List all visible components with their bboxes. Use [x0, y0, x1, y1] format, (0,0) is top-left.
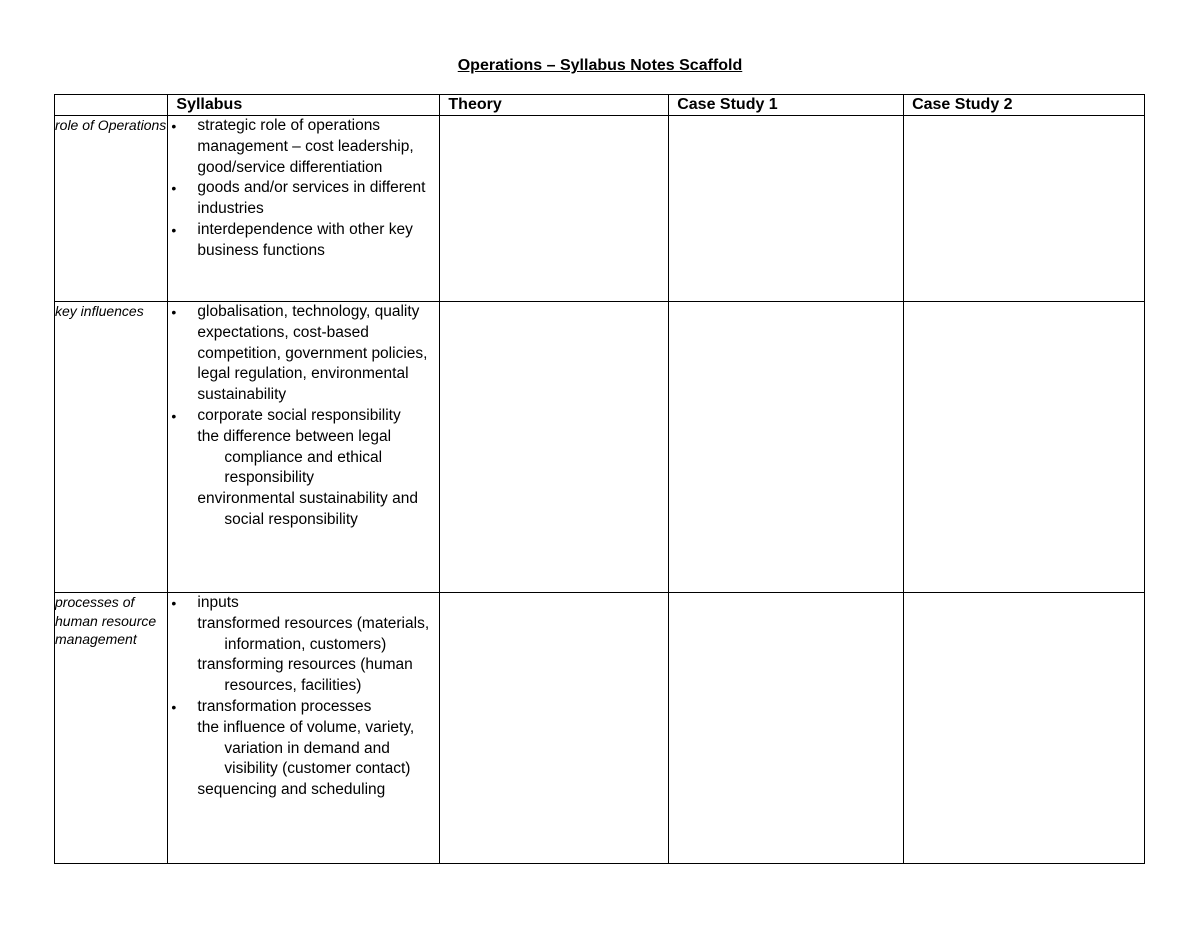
bullet-text: transformation processes [197, 697, 372, 715]
bullet-icon: • [171, 180, 177, 197]
bullet-text: globalisation, technology, quality expectations, cost-based competition, government policies, legal regulation, environmental sustainability [197, 303, 428, 404]
bullet-item [168, 178, 439, 220]
bullet-text: inputs [197, 594, 239, 611]
case-study-1-cell [669, 302, 904, 593]
bullet-icon: • [171, 118, 177, 134]
bullet-item [168, 220, 439, 262]
topic-cell: role of Operations [55, 116, 168, 302]
bullet-icon: • [171, 221, 177, 238]
table-row [55, 116, 1145, 302]
table-row [55, 302, 1145, 593]
sub-item-text: transforming resources (human resources, facilities) [197, 656, 413, 695]
bullet-icon: • [171, 304, 177, 320]
sub-item-text: sequencing and scheduling [197, 781, 386, 799]
bullet-text: interdependence with other key business functions [197, 220, 413, 259]
case-study-2-cell [904, 116, 1145, 302]
bullet-text: goods and/or services in different industries [197, 179, 426, 218]
bullet-item [168, 697, 439, 718]
syllabus-table [54, 94, 1145, 864]
topic-cell: processes of human resource management [55, 593, 168, 864]
header-cell-topic [55, 95, 168, 116]
bullet-item [168, 302, 439, 406]
header-row [55, 95, 1145, 116]
theory-cell [440, 593, 669, 864]
bullet-item [168, 116, 439, 178]
topic-cell: key influences [55, 302, 168, 593]
sub-item [168, 614, 439, 656]
sub-item-text: transformed resources (materials, information, customers) [197, 614, 430, 653]
header-cell-case-study-2: Case Study 2 [904, 95, 1145, 116]
bullet-icon: • [171, 407, 177, 424]
syllabus-cell [168, 593, 440, 864]
header-cell-case-study-1: Case Study 1 [669, 95, 904, 116]
page-title: Operations – Syllabus Notes Scaffold [457, 57, 743, 74]
sub-item [168, 780, 439, 801]
sub-item [168, 655, 439, 697]
bullet-item [168, 593, 439, 614]
case-study-2-cell [904, 302, 1145, 593]
sub-item-text: the difference between legal compliance and ethical responsibility [197, 427, 392, 487]
case-study-2-cell [904, 593, 1145, 864]
bullet-icon: • [171, 595, 177, 611]
sub-item [168, 489, 439, 531]
theory-cell [440, 302, 669, 593]
bullet-icon: • [171, 698, 177, 715]
bullet-item [168, 406, 439, 427]
sub-item [168, 427, 439, 489]
syllabus-cell [168, 302, 440, 593]
theory-cell [440, 116, 669, 302]
sub-item-text: environmental sustainability and social responsibility [197, 490, 418, 528]
bullet-text: corporate social responsibility [197, 406, 401, 424]
sub-item [168, 718, 439, 780]
case-study-1-cell [669, 116, 904, 302]
bullet-text: strategic role of operations management – cost leadership, good/service differentiation [197, 117, 414, 176]
case-study-1-cell [669, 593, 904, 864]
sub-item-text: the influence of volume, variety, variation in demand and visibility (customer contact) [197, 718, 415, 778]
header-cell-theory: Theory [440, 95, 669, 116]
header-cell-syllabus: Syllabus [168, 95, 440, 116]
table-row [55, 593, 1145, 864]
syllabus-cell [168, 116, 440, 302]
